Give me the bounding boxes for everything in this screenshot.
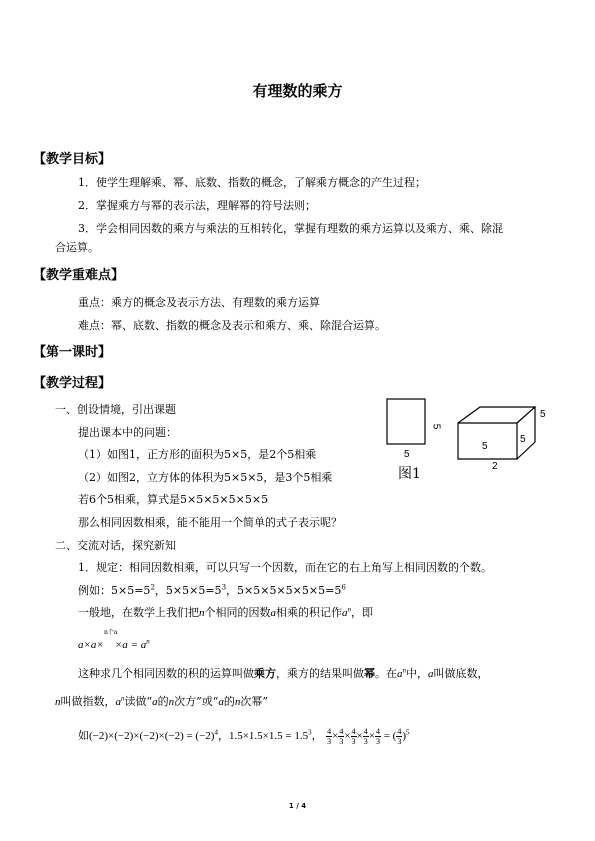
square-shape bbox=[387, 399, 425, 444]
part1-line-4: 若6个5相乘，算式是5×5×5×5×5×5 bbox=[78, 493, 269, 506]
var-n-3: n bbox=[168, 696, 175, 708]
read-text-e: 的 bbox=[223, 695, 235, 708]
part1-line-5: 那么相同因数相乘，能不能用一个简单的式子表示呢？ bbox=[78, 516, 342, 529]
part2-title: 二、交流对话，探究新知 bbox=[55, 539, 176, 552]
power-notation-3: $a^n$ bbox=[115, 694, 125, 708]
part1-title: 一、创设情境，引出课题 bbox=[55, 403, 176, 416]
power-examples-line: 如$(-2)\times(-2)\times(-2)\times(-2) = (-2)^4$，$1.5\times 1.5\times 1.5 = 1.5^3$， $\frac{4}{3}$ × $\frac{4}{3}$ × $\frac{4}{3}$ × $\frac{4}{3}$ × $\frac{4}{3}$ = ( $\frac{4}{3}$ )$^5$ bbox=[78, 727, 410, 746]
square-right-label: 5 bbox=[430, 423, 442, 430]
goal-item-1: 1．使学生理解乘、幂、底数、指数的概念，了解乘方概念的产生过程； bbox=[78, 176, 426, 189]
goals-heading: 【教学目标】 bbox=[33, 152, 112, 167]
figure-caption: 图1 bbox=[398, 466, 421, 482]
term-power-operation: 乘方 bbox=[254, 667, 276, 680]
var-a-3: a bbox=[152, 696, 158, 708]
general-text-a: 一般地，在数学上我们把 bbox=[78, 606, 199, 619]
part1-line-3: （2）如图2，立方体的体积为5×5×5，是3个5相乘 bbox=[78, 471, 333, 484]
power-formula: a×a× $\times a = a^n$ bbox=[78, 637, 150, 651]
power-reading-line bbox=[55, 695, 268, 709]
cube-top-face bbox=[458, 407, 535, 423]
decimal-power-example: $1.5\times 1.5\times 1.5 = 1.5^3$ bbox=[228, 728, 312, 743]
read-text-c: 的 bbox=[157, 695, 169, 708]
var-n-4: n bbox=[234, 696, 241, 708]
goal-item-3: 3．学会相同因数的乘方与乘法的互相转化，掌握有理数的乘方运算以及乘方、乘、除混 bbox=[78, 222, 503, 235]
power-notation: $a^n$ bbox=[342, 605, 351, 619]
part1-line-1: 提出课本中的问题： bbox=[78, 426, 177, 439]
general-text-d: ，即 bbox=[351, 606, 373, 619]
power-definition-line bbox=[78, 667, 489, 681]
general-text-c: 相乘的积记作 bbox=[276, 606, 342, 619]
power-notation-2: $a^n$ bbox=[397, 666, 406, 680]
formula-brace-label: n个a bbox=[104, 629, 118, 636]
var-a: a bbox=[270, 607, 276, 619]
process-heading: 【教学过程】 bbox=[33, 376, 112, 391]
read-text-a: 叫做指数， bbox=[60, 695, 116, 708]
read-text-b: 读做“ bbox=[124, 695, 153, 708]
key-points-heading: 【教学重难点】 bbox=[33, 268, 125, 283]
key-point-difficulty: 难点：幂、底数、指数的概念及表示和乘方、乘、除混合运算。 bbox=[78, 319, 386, 332]
key-point-focus: 重点：乘方的概念及表示方法、有理数的乘方运算 bbox=[78, 296, 320, 309]
goal-item-2: 2．掌握乘方与幂的表示法，理解幂的符号法则； bbox=[78, 199, 316, 212]
general-text-b: 个相同的因数 bbox=[204, 606, 271, 619]
negative-power-example: $(-2)\times(-2)\times(-2)\times(-2) = (-2)^4$ bbox=[89, 728, 218, 743]
def-text-d: 中， bbox=[406, 667, 428, 680]
def-text-b: ，乘方的结果叫做 bbox=[276, 667, 364, 680]
example2-prefix: 如 bbox=[78, 729, 89, 743]
square-bottom-label: 5 bbox=[404, 449, 410, 460]
var-a-2: a bbox=[428, 668, 434, 680]
example-formulas: $5\times 5=5^2$，$5\times 5\times 5=5^3$，$5\times 5\times 5\times 5\times 5\times 5=5^6$ bbox=[111, 583, 346, 597]
read-text-f: 次幂” bbox=[240, 695, 268, 708]
read-text-d: 次方”或“ bbox=[174, 695, 219, 708]
var-n-2: n bbox=[55, 696, 61, 708]
example-powers-line bbox=[78, 584, 346, 598]
var-a-4: a bbox=[218, 696, 224, 708]
cube-label-right-top: 5 bbox=[540, 409, 546, 420]
fraction-power-example: $\frac{4}{3}$ × $\frac{4}{3}$ × $\frac{4}{3}$ × $\frac{4}{3}$ × $\frac{4}{3}$ = ( $\frac{4}{3}$ )$^5$ bbox=[327, 727, 410, 746]
page-number: 1 / 4 bbox=[288, 802, 307, 810]
part1-line-2: （1）如图1，正方形的面积为5×5，是2个5相乘 bbox=[78, 448, 317, 461]
cube-label-front: 5 bbox=[482, 441, 488, 452]
lesson-heading: 【第一课时】 bbox=[33, 345, 112, 360]
def-text-e: 叫做底数， bbox=[433, 667, 489, 680]
page-title: 有理数的乘方 bbox=[252, 82, 343, 100]
term-power: 幂 bbox=[364, 667, 375, 680]
cube-label-side: 5 bbox=[520, 434, 526, 445]
part2-rule: 1．规定：相同因数相乘，可以只写一个因数，而在它的右上角写上相同因数的个数。 bbox=[78, 561, 492, 574]
goal-item-3-cont: 合运算。 bbox=[55, 241, 99, 254]
var-n: n bbox=[199, 607, 205, 619]
general-definition-line bbox=[78, 606, 373, 620]
def-text-c: 。在 bbox=[375, 667, 397, 680]
example-prefix: 例如： bbox=[78, 584, 111, 597]
def-text-a: 这种求几个相同因数的积的运算叫做 bbox=[78, 667, 254, 680]
cube-label-bottom: 2 bbox=[492, 461, 498, 472]
